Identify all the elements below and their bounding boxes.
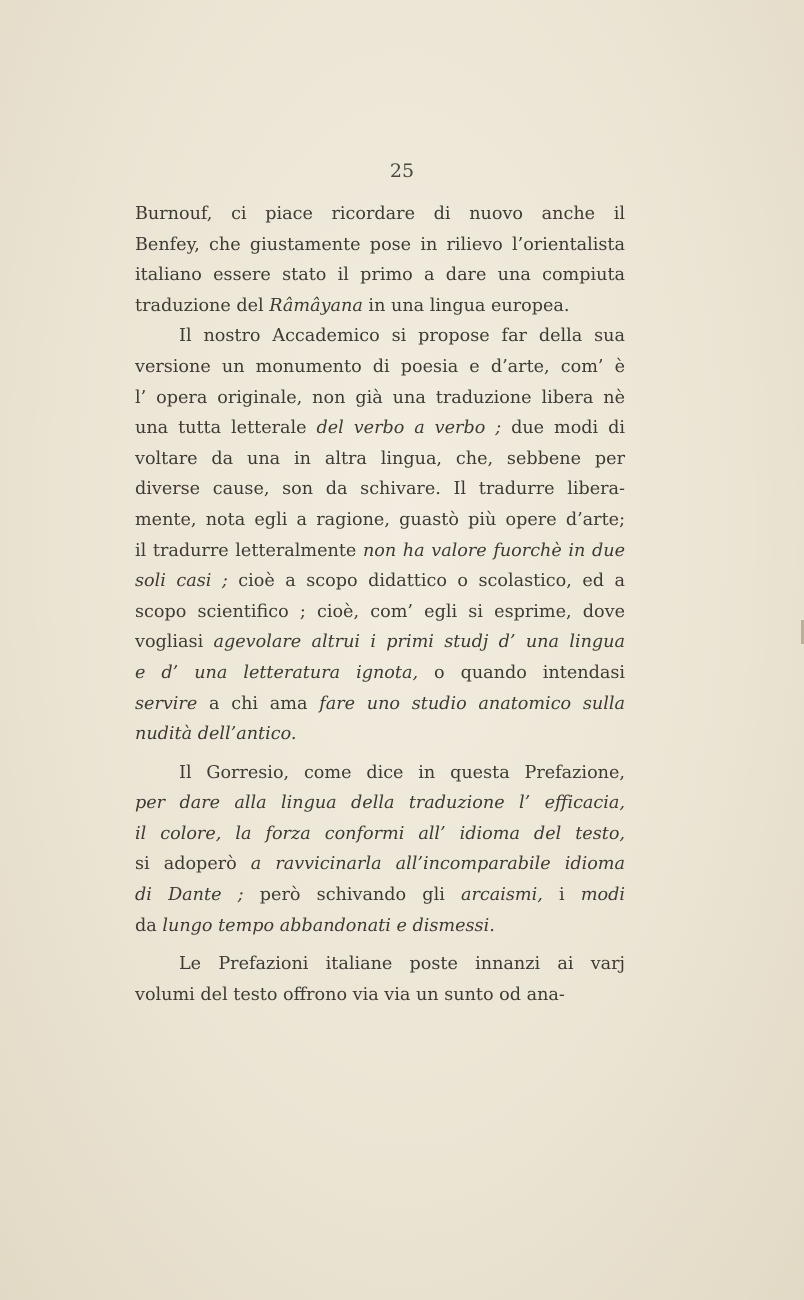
text-line	[135, 911, 625, 942]
italic-text: del verbo a verbo ;	[316, 418, 502, 439]
text-line	[135, 658, 625, 689]
text-line	[135, 566, 625, 597]
paragraph	[135, 949, 625, 1010]
text-line	[135, 413, 625, 444]
text-line	[135, 980, 625, 1011]
text-line	[135, 505, 625, 536]
text-line	[135, 880, 625, 911]
text-line	[135, 230, 625, 261]
text-segment: mente, nota egli a ragione, guastò più opere d’arte;	[135, 509, 625, 530]
text-segment: vogliasi	[135, 632, 214, 653]
text-line	[135, 199, 625, 230]
italic-text: e d’ una letteratura ignota,	[135, 662, 419, 683]
text-segment: due modi di	[501, 418, 625, 439]
text-line	[135, 383, 625, 414]
text-segment: Le Prefazioni italiane poste innanzi ai varj	[179, 954, 625, 975]
italic-text: arcaismi,	[461, 885, 543, 906]
text-line	[135, 260, 625, 291]
italic-text: servire	[135, 693, 198, 714]
text-segment: a chi ama	[197, 693, 320, 714]
text-segment: il tradurre letteralmente	[135, 540, 363, 561]
text-segment: traduzione del	[135, 295, 270, 316]
italic-text: lungo tempo abbandonati e dismessi.	[162, 915, 495, 936]
text-segment: in una lingua europea.	[362, 295, 570, 316]
italic-text: per dare alla lingua della traduzione l’ efficacia,	[135, 793, 625, 814]
italic-text: di Dante ;	[135, 885, 244, 906]
text-segment: si adoperò	[135, 854, 251, 875]
text-segment: voltare da una in altra lingua, che, sebbene per	[135, 448, 625, 469]
page-number: 25	[389, 160, 415, 182]
text-segment: da	[135, 915, 163, 936]
text-line	[135, 536, 625, 567]
paragraph-gap	[135, 750, 625, 758]
text-segment: italiano essere stato il primo a dare una compiuta	[135, 265, 625, 286]
text-segment: Benfey, che giustamente pose in rilievo l’orientalista	[135, 234, 625, 255]
text-line	[135, 788, 625, 819]
text-segment: volumi del testo offrono via via un sunto od ana-	[135, 984, 565, 1005]
italic-text: Râmâyana	[269, 295, 363, 316]
italic-text: nudità dell’antico.	[135, 724, 297, 745]
text-line	[135, 689, 625, 720]
italic-text: a ravvicinarla all’incomparabile idioma	[250, 854, 625, 875]
text-line	[135, 719, 625, 750]
italic-text: il colore, la forza conformi all’ idioma del testo,	[135, 823, 625, 844]
text-segment: Il nostro Accademico si propose far della sua	[179, 326, 625, 347]
italic-text: fare uno studio anatomico sulla	[319, 693, 625, 714]
text-segment: o quando intendasi	[418, 662, 625, 683]
text-line	[135, 597, 625, 628]
body-text	[135, 199, 625, 1010]
text-segment: Burnouf, ci piace ricordare di nuovo anche il	[135, 204, 625, 224]
text-segment: l’ opera originale, non già una traduzione libera nè	[135, 387, 625, 408]
italic-text: soli casi ;	[135, 571, 228, 592]
text-line	[135, 444, 625, 475]
text-segment: versione un monumento di poesia e d’arte, com’ è	[135, 356, 625, 377]
text-segment: però schivando gli	[243, 885, 462, 906]
paragraph	[135, 758, 625, 942]
paragraph	[135, 321, 625, 749]
text-segment: una tutta letterale	[135, 418, 317, 439]
text-line	[135, 949, 625, 980]
text-segment: Il Gorresio, come dice in questa Prefazione,	[179, 762, 625, 783]
text-line	[135, 819, 625, 850]
text-segment: cioè a scopo didattico o scolastico, ed a	[227, 571, 625, 592]
italic-text: agevolare altrui i primi studj d’ una lingua	[213, 632, 625, 653]
text-line	[135, 627, 625, 658]
text-segment: i	[542, 885, 581, 906]
text-line	[135, 291, 625, 322]
paragraph	[135, 199, 625, 321]
text-line	[135, 321, 625, 352]
italic-text: non ha valore fuorchè in due	[362, 540, 625, 561]
italic-text: modi	[580, 885, 625, 906]
text-line	[135, 849, 625, 880]
text-segment: scopo scientifico ; cioè, com’ egli si esprime, dove	[135, 601, 625, 622]
text-segment: diverse cause, son da schivare. Il tradurre libera-	[135, 479, 625, 500]
text-line	[135, 758, 625, 789]
text-line	[135, 352, 625, 383]
text-line	[135, 474, 625, 505]
paragraph-gap	[135, 941, 625, 949]
